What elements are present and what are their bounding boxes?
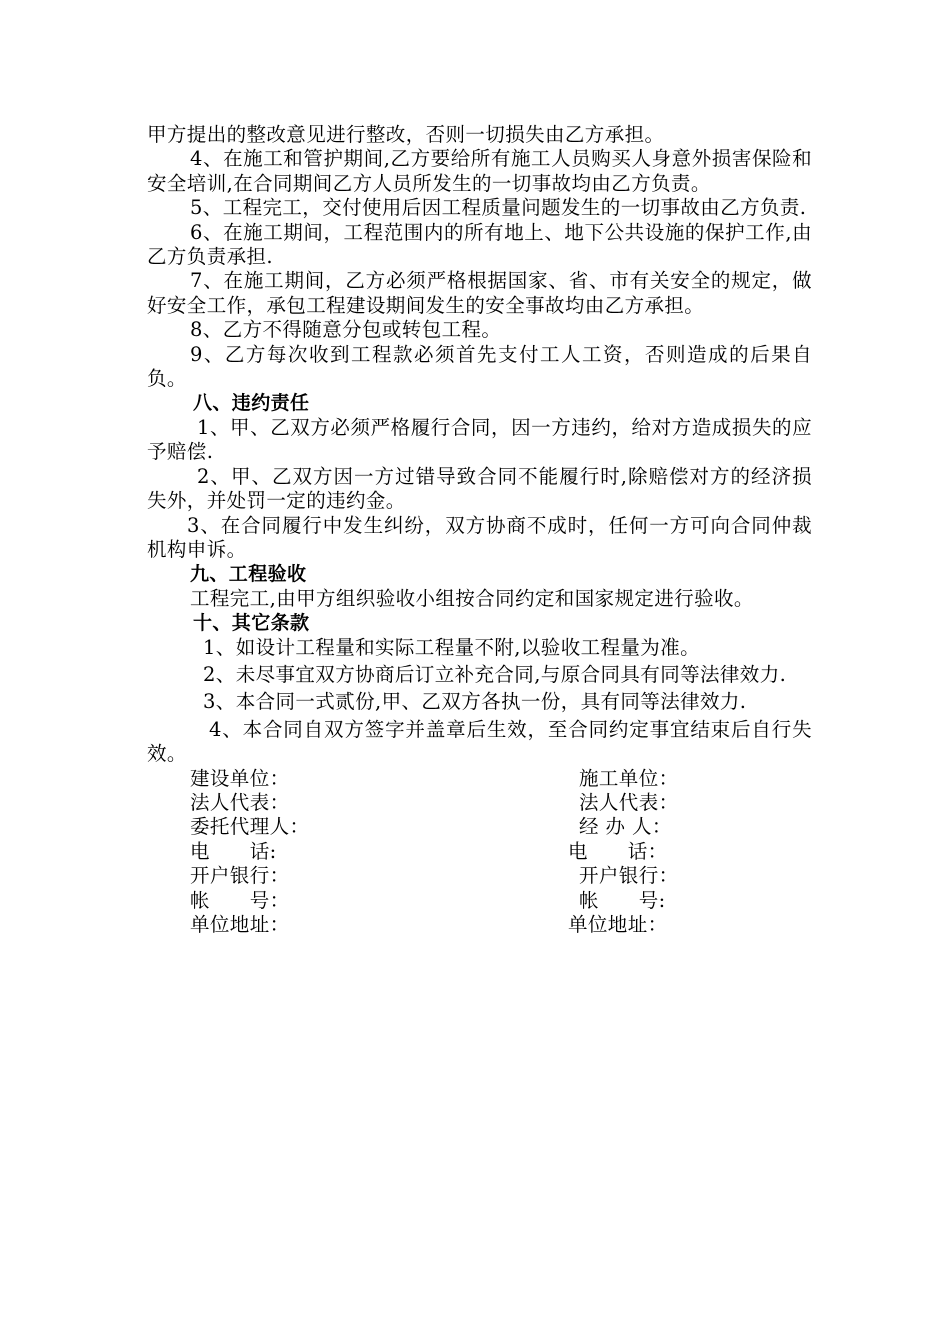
clause-7-item-8: 8、乙方不得随意分包或转包工程。 xyxy=(190,318,502,342)
builder-bank-label: 开户银行： xyxy=(190,864,290,888)
clause-7-item-5: 5、工程完工，交付使用后因工程质量问题发生的一切事故由乙方负责. xyxy=(190,196,807,220)
builder-phone-colon: : xyxy=(269,839,277,863)
section-10-item-1: 1、如设计工程量和实际工程量不附,以验收工程量为准。 xyxy=(203,635,701,659)
builder-agent-label: 委托代理人： xyxy=(190,815,310,839)
builder-unit-label: 建设单位： xyxy=(190,766,290,790)
clause-continuation: 甲方提出的整改意见进行整改，否则一切损失由乙方承担。 xyxy=(147,123,665,146)
builder-account-colon: ： xyxy=(269,888,290,912)
builder-address-label: 单位地址： xyxy=(190,912,290,936)
signature-row-phone xyxy=(147,840,812,864)
contractor-phone-colon: ： xyxy=(647,839,668,863)
contractor-handler-label: 经 办 人： xyxy=(579,815,672,839)
builder-phone-field xyxy=(190,840,277,864)
section-8-item-2: 2、甲、乙双方因一方过错导致合同不能履行时,除赔偿对方的经济损失外，并处罚一定的违约金。 xyxy=(147,464,812,513)
contractor-account-label: 帐 号 xyxy=(579,888,659,912)
section-10-item-2: 2、未尽事宜双方协商后订立补充合同,与原合同具有同等法律效力. xyxy=(203,662,787,686)
section-8-item-3: 3、在合同履行中发生纠纷，双方协商不成时，任何一方可向合同仲裁机构申诉。 xyxy=(147,513,812,561)
contractor-bank-label: 开户银行： xyxy=(579,864,679,888)
contract-body xyxy=(147,123,812,937)
signature-row-agent xyxy=(147,815,812,839)
signature-row-address xyxy=(147,913,812,937)
builder-account-field xyxy=(190,889,290,913)
builder-account-label: 帐 号 xyxy=(190,888,270,912)
builder-phone-label: 电 话 xyxy=(190,839,270,863)
contractor-phone-field xyxy=(568,840,668,864)
clause-7-item-4: 4、在施工和管护期间,乙方要给所有施工人员购买人身意外损害保险和安全培训,在合同期间乙方人员所发生的一切事故均由乙方负责。 xyxy=(147,147,812,195)
signature-row-legal xyxy=(147,791,812,815)
section-10-item-4: 4、本合同自双方签字并盖章后生效，至合同约定事宜结束后自行失效。 xyxy=(147,717,812,766)
section-8-item-1: 1、甲、乙双方必须严格履行合同，因一方违约，给对方造成损失的应予赔偿. xyxy=(147,415,812,464)
builder-legal-rep-label: 法人代表： xyxy=(190,790,290,814)
contractor-address-label: 单位地址： xyxy=(568,912,668,936)
contractor-account-colon: : xyxy=(658,888,666,912)
section-9-text: 工程完工,由甲方组织验收小组按合同约定和国家规定进行验收。 xyxy=(190,586,754,610)
section-9-heading: 九、工程验收 xyxy=(190,563,307,586)
section-10-item-3: 3、本合同一式贰份,甲、乙双方各执一份，具有同等法律效力. xyxy=(203,690,747,714)
signature-row-account xyxy=(147,889,812,913)
signature-row-bank xyxy=(147,864,812,888)
contractor-account-field xyxy=(579,889,666,913)
signature-row-unit xyxy=(147,767,812,791)
section-10-heading: 十、其它条款 xyxy=(193,612,310,635)
clause-7-item-6: 6、在施工期间，工程范围内的所有地上、地下公共设施的保护工作,由乙方负责承担. xyxy=(147,220,812,269)
contractor-unit-label: 施工单位： xyxy=(579,766,679,790)
contractor-phone-label: 电 话 xyxy=(568,839,648,863)
clause-7-item-9: 9、乙方每次收到工程款必须首先支付工人工资，否则造成的后果自负。 xyxy=(147,342,812,391)
section-8-heading: 八、违约责任 xyxy=(193,392,310,415)
contractor-legal-rep-label: 法人代表： xyxy=(579,790,679,814)
clause-7-item-7: 7、在施工期间，乙方必须严格根据国家、省、市有关安全的规定，做好安全工作，承包工程建设期间发生的安全事故均由乙方承担。 xyxy=(147,269,812,317)
